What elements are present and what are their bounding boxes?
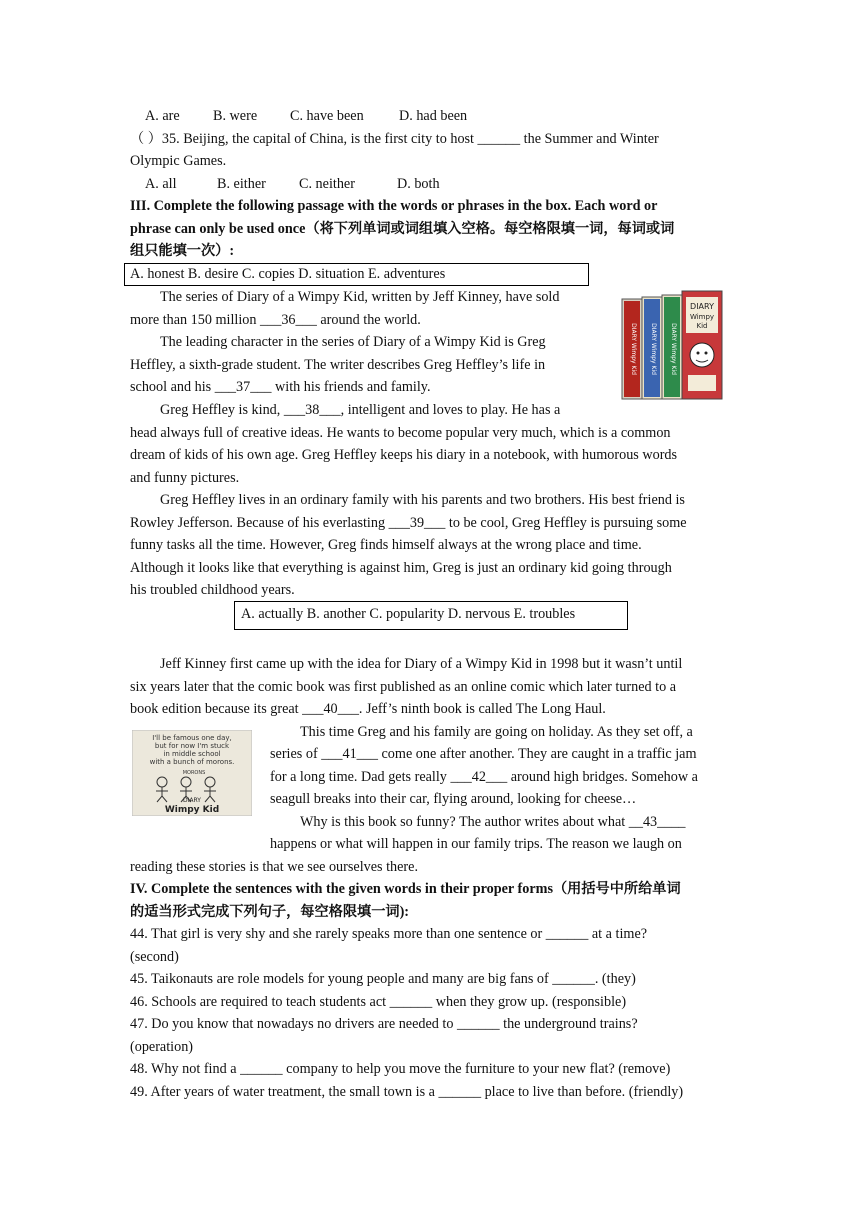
question-line: 49. After years of water treatment, the small town is a ______ place to live than before. (friendly) bbox=[130, 1084, 684, 1100]
passage-line: head always full of creative ideas. He wants to become popular very much, which is a common bbox=[130, 425, 671, 441]
svg-text:in middle school: in middle school bbox=[163, 750, 221, 758]
word-box-2: A. actually B. another C. popularity D. nervous E. troubles bbox=[234, 601, 628, 630]
svg-text:Wimpy Kid: Wimpy Kid bbox=[164, 805, 220, 815]
question-line: 46. Schools are required to teach students act ______ when they grow up. (responsible) bbox=[130, 994, 627, 1010]
passage-line: his troubled childhood years. bbox=[130, 582, 295, 598]
svg-text:MORONS: MORONS bbox=[182, 770, 206, 776]
passage-line: six years later that the comic book was first published as an online comic which later turned to a bbox=[130, 679, 677, 695]
passage-line: for a long time. Dad gets really ___42___ around high bridges. Somehow a bbox=[270, 769, 698, 785]
passage-line: This time Greg and his family are going on holiday. As they set off, a bbox=[300, 724, 693, 740]
svg-text:I'll be famous one day,: I'll be famous one day, bbox=[152, 734, 232, 742]
section4-heading-2: 的适当形式完成下列句子，每空格限填一词): bbox=[130, 904, 410, 920]
option: A. all bbox=[145, 176, 177, 192]
svg-text:but for now I'm stuck: but for now I'm stuck bbox=[154, 742, 230, 750]
question-line: 45. Taikonauts are role models for young people and many are big fans of ______. (they) bbox=[130, 971, 636, 987]
svg-text:DIARY Wimpy Kid: DIARY Wimpy Kid bbox=[670, 323, 677, 375]
passage-line: funny tasks all the time. However, Greg finds himself always at the wrong place and time. bbox=[130, 537, 642, 553]
q35-stem: （ ）35. Beijing, the capital of China, is the first city to host ______ the Summer and Winter bbox=[130, 131, 659, 147]
svg-text:Wimpy: Wimpy bbox=[689, 313, 715, 321]
question-line: 47. Do you know that nowadays no drivers are needed to ______ the underground trains? bbox=[130, 1016, 638, 1032]
passage-line: series of ___41___ come one after another. They are caught in a traffic jam bbox=[270, 746, 697, 762]
question-line: (operation) bbox=[130, 1039, 194, 1055]
svg-text:DIARY Wimpy Kid: DIARY Wimpy Kid bbox=[650, 323, 657, 375]
book-box-image bbox=[618, 289, 726, 403]
passage-line: Rowley Jefferson. Because of his everlasting ___39___ to be cool, Greg Heffley is pursuing some bbox=[130, 515, 687, 531]
passage-line: dream of kids of his own age. Greg Heffley keeps his diary in a notebook, with humorous words bbox=[130, 447, 678, 463]
wimpy-kid-cover-image bbox=[132, 730, 252, 816]
passage-line: Heffley, a sixth-grade student. The writer describes Greg Heffley’s life in bbox=[130, 357, 546, 373]
section3-heading-3: 组只能填一次）: bbox=[130, 243, 235, 259]
passage-line: The series of Diary of a Wimpy Kid, written by Jeff Kinney, have sold bbox=[160, 289, 560, 305]
option: C. neither bbox=[299, 176, 355, 192]
svg-text:DIARY: DIARY bbox=[690, 302, 714, 311]
option: C. have been bbox=[290, 108, 364, 124]
passage-line: more than 150 million ___36___ around the world. bbox=[130, 312, 421, 328]
question-line: 48. Why not find a ______ company to help you move the furniture to your new flat? (remove) bbox=[130, 1061, 671, 1077]
passage-line: Jeff Kinney first came up with the idea for Diary of a Wimpy Kid in 1998 but it wasn’t until bbox=[160, 656, 683, 672]
passage-line: seagull breaks into their car, flying around, looking for cheese… bbox=[270, 791, 637, 807]
section4-heading-1: IV. Complete the sentences with the given words in their proper forms（用括号中所给单词 bbox=[130, 881, 681, 897]
q34-options bbox=[145, 105, 468, 128]
passage-line: and funny pictures. bbox=[130, 470, 240, 486]
passage-line: reading these stories is that we see ourselves there. bbox=[130, 859, 418, 875]
option: A. are bbox=[145, 108, 180, 124]
passage-line: Although it looks like that everything is against him, Greg is just an ordinary kid going through bbox=[130, 560, 672, 576]
option: D. both bbox=[397, 176, 440, 192]
section3-heading-1: III. Complete the following passage with the words or phrases in the box. Each word or bbox=[130, 198, 658, 214]
option: D. had been bbox=[399, 108, 468, 124]
svg-text:DIARY Wimpy Kid: DIARY Wimpy Kid bbox=[630, 323, 637, 375]
word-box-1: A. honest B. desire C. copies D. situation E. adventures bbox=[124, 263, 589, 286]
svg-text:DIARY: DIARY bbox=[183, 797, 201, 804]
passage-line: The leading character in the series of Diary of a Wimpy Kid is Greg bbox=[160, 334, 546, 350]
option: B. either bbox=[217, 176, 266, 192]
passage-line: Greg Heffley is kind, ___38___, intelligent and loves to play. He has a bbox=[160, 402, 561, 418]
q35-stem-cont: Olympic Games. bbox=[130, 153, 227, 169]
passage-line: book edition because its great ___40___. Jeff’s ninth book is called The Long Haul. bbox=[130, 701, 606, 717]
question-line: (second) bbox=[130, 949, 179, 965]
option: B. were bbox=[213, 108, 258, 124]
passage-line: happens or what will happen in our family trips. The reason we laugh on bbox=[270, 836, 682, 852]
passage-line: Why is this book so funny? The author writes about what __43____ bbox=[300, 814, 686, 830]
svg-text:with a bunch of morons.: with a bunch of morons. bbox=[149, 758, 235, 766]
passage-line: Greg Heffley lives in an ordinary family with his parents and two brothers. His best friend is bbox=[160, 492, 685, 508]
q35-options bbox=[145, 173, 440, 196]
passage-line: school and his ___37___ with his friends and family. bbox=[130, 379, 431, 395]
svg-text:Kid: Kid bbox=[696, 322, 708, 330]
question-line: 44. That girl is very shy and she rarely speaks more than one sentence or ______ at a time? bbox=[130, 926, 648, 942]
section3-heading-2: phrase can only be used once（将下列单词或词组填入空格。每空格限填一词，每词或词 bbox=[130, 221, 675, 237]
